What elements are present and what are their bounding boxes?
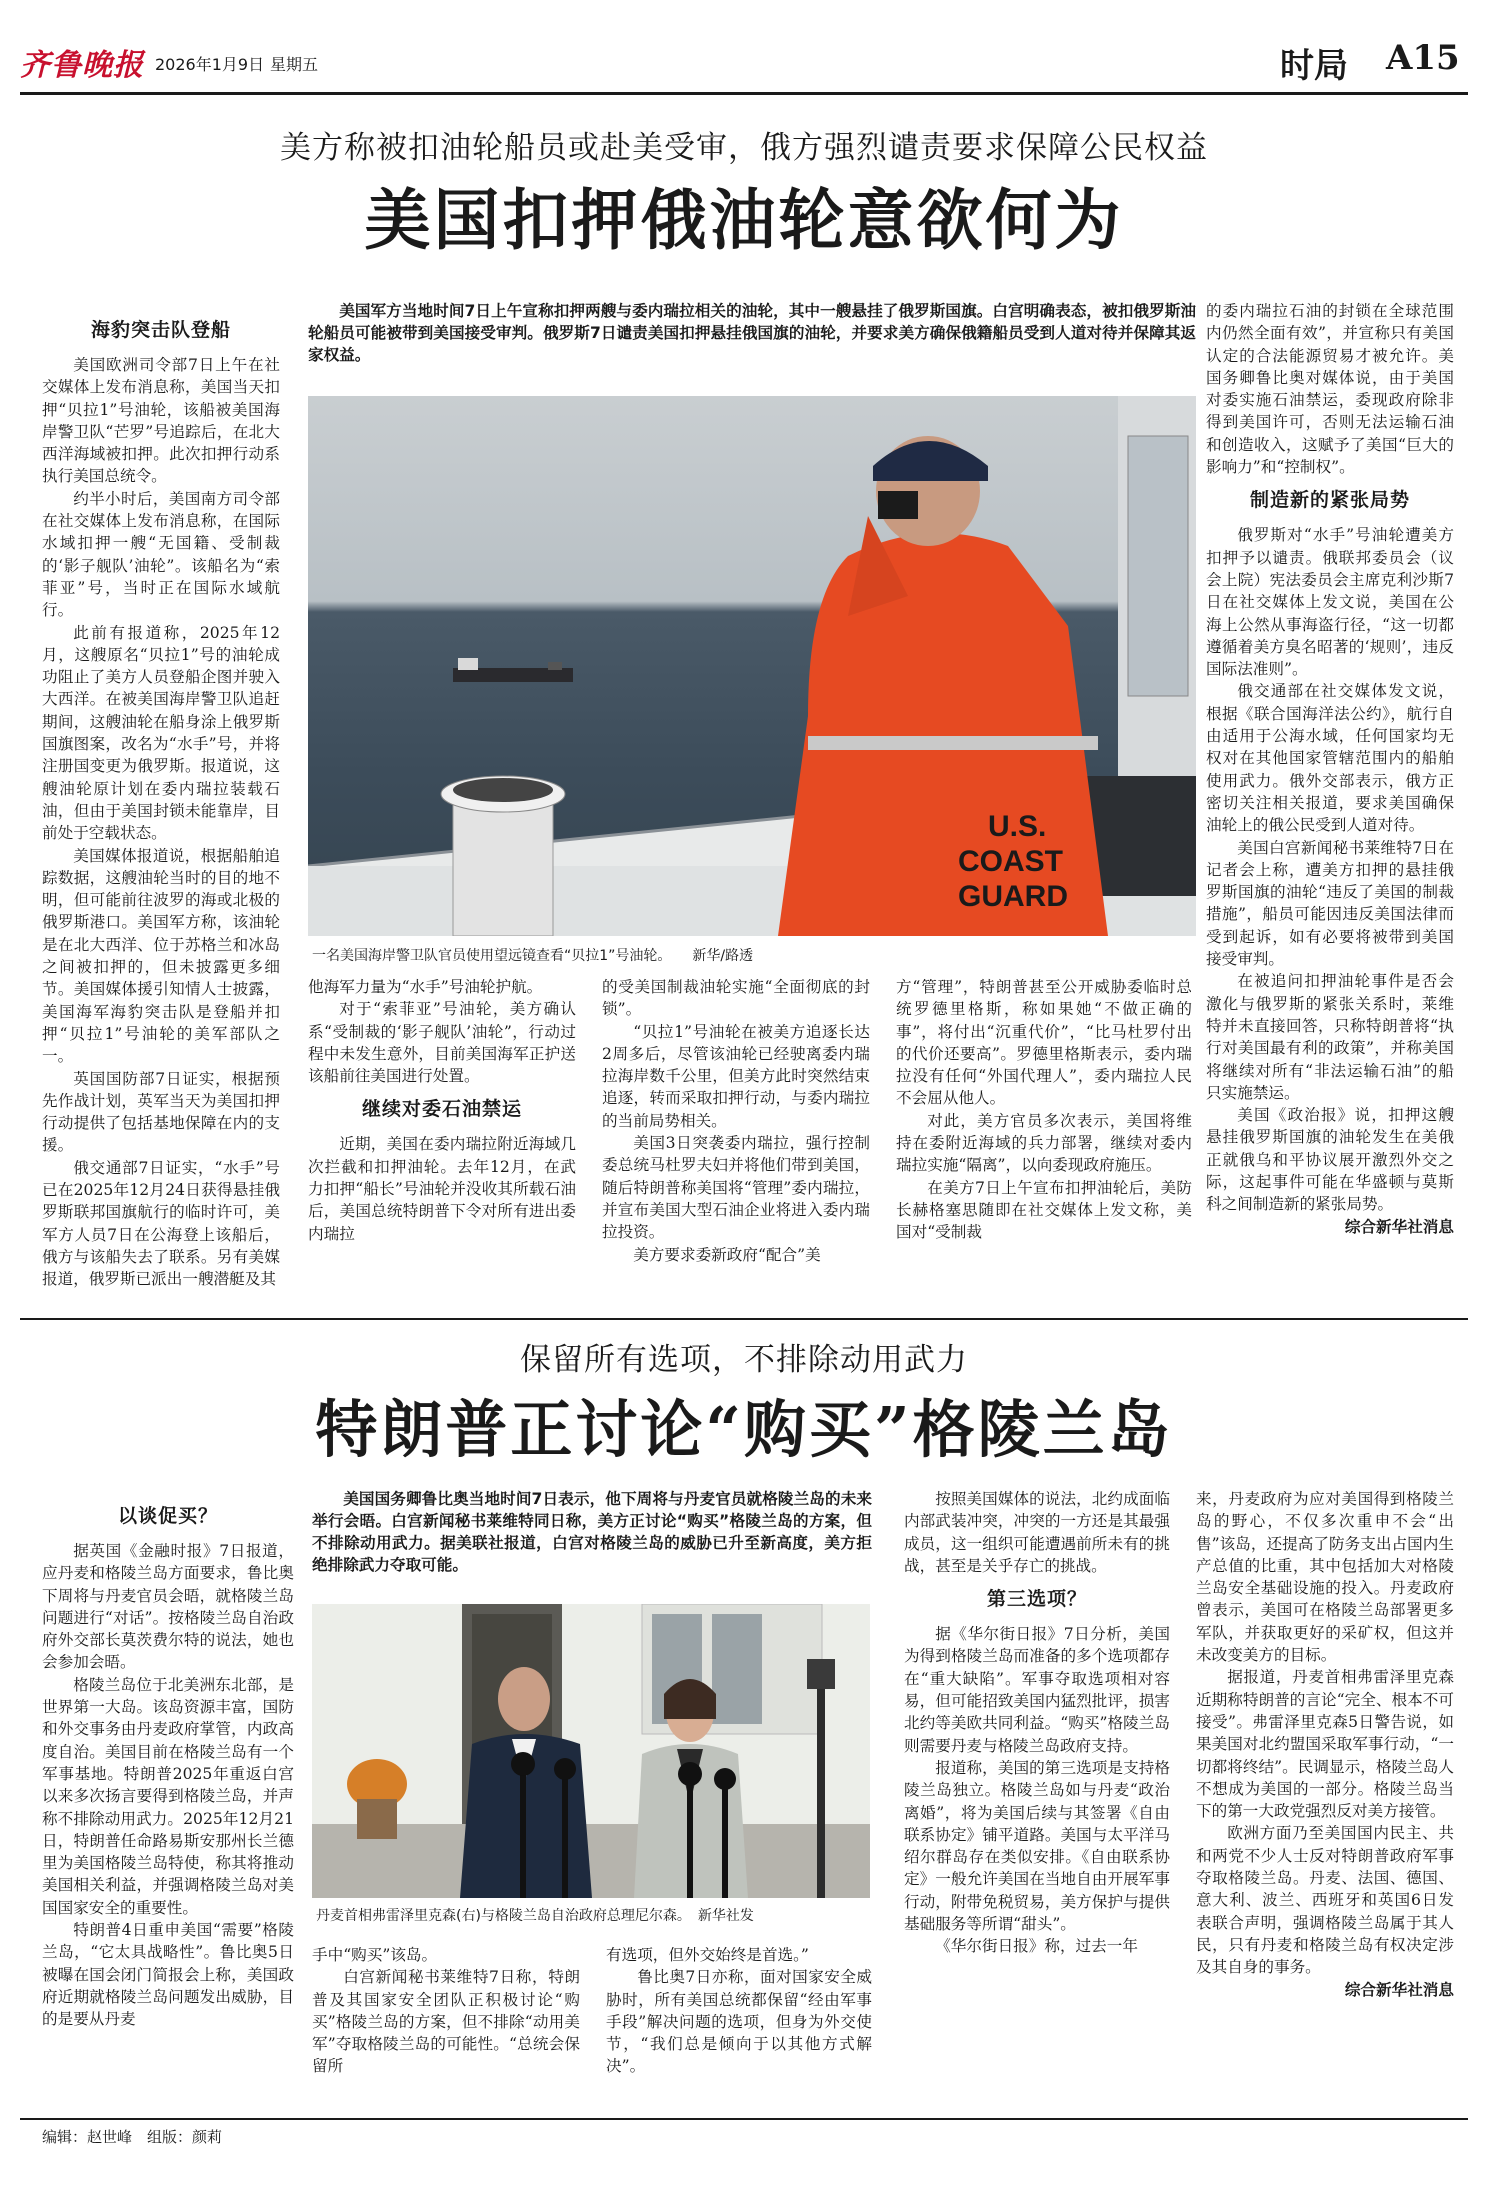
story1-column-4 bbox=[896, 976, 1192, 1306]
story2-column-4 bbox=[904, 1488, 1170, 2104]
coast-guard-jacket-label: U.S. bbox=[988, 810, 1047, 843]
paragraph: 手中“购买”该岛。 bbox=[312, 1946, 438, 1964]
story1-lead-text: 美国军方当地时间7日上午宣称扣押两艘与委内瑞拉相关的油轮，其中一艘悬挂了俄罗斯国旗。白宫明确表态，被扣俄罗斯油轮船员可能被带到美国接受审判。俄罗斯7日谴责美国扣押悬挂俄国旗的油轮，并要求美方确保俄籍船员受到人道对待并保障其返家权益。 bbox=[308, 302, 1196, 364]
paragraph: 格陵兰岛位于北美洲东北部，是世界第一大岛。该岛资源丰富，国防和外交事务由丹麦政府掌管，内政高度自治。美国目前在格陵兰岛有一个军事基地。特朗普2025年重返白宫以来多次扬言要得到格陵兰岛，并声称不排除动用武力。2025年12月21日，特朗普任命路易斯安那州长兰德里为美国格陵兰岛特使，称其将推动美国相关利益，并强调格陵兰岛对美国国家安全的重要性。 bbox=[42, 1675, 294, 1917]
paragraph: 对于“索菲亚”号油轮，美方确认系“受制裁的‘影子舰队’油轮”，行动过程中未发生意外，目前美国海军正护送该船前往美国进行处置。 bbox=[308, 1000, 576, 1086]
story2-column-2 bbox=[312, 1944, 580, 2104]
story1-column-2 bbox=[308, 976, 576, 1306]
footer-rule bbox=[20, 2118, 1468, 2120]
paragraph: 英国国防部7日证实，根据预先作战计划，英军当天为美国扣押行动提供了包括基地保障在内的支援。 bbox=[42, 1069, 280, 1155]
story2-lead bbox=[312, 1488, 872, 1600]
paragraph: 鲁比奥7日亦称，面对国家安全威胁时，所有美国总统都保留“经由军事手段”解决问题的选项，但身为外交使节，“我们总是倾向于以其他方式解决”。 bbox=[606, 1968, 872, 2076]
story1-lead bbox=[308, 300, 1196, 390]
story1-subheadline: 美方称被扣油轮船员或赴美受审，俄方强烈谴责要求保障公民权益 bbox=[280, 130, 1208, 166]
story1-heading-oil-embargo: 继续对委石油禁运 bbox=[361, 1098, 522, 1121]
paragraph: 美国欧洲司令部7日上午在社交媒体上发布消息称，美国当天扣押“贝拉1”号油轮，该船被美国海岸警卫队“芒罗”号追踪后，在北大西洋海域被扣押。此次扣押行动系执行美国总统令。 bbox=[42, 356, 280, 486]
story2-heading-third-option: 第三选项？ bbox=[986, 1588, 1087, 1611]
paragraph: 特朗普4日重申美国“需要”格陵兰岛，“它太具战略性”。鲁比奥5日被曝在国会闭门简报会上称，美国政府近期就格陵兰岛问题发出威胁，目的是要从丹麦 bbox=[42, 1921, 294, 2029]
paragraph: 俄罗斯对“水手”号油轮遭美方扣押予以谴责。俄联邦委员会（议会上院）宪法委员会主席克利沙斯7日在社交媒体上发文说，美国在公海上公然从事海盗行径，“这一切都遵循着美方臭名昭著的‘规则’，违反国际法准则”。 bbox=[1206, 526, 1454, 679]
paragraph: 约半小时后，美国南方司令部在社交媒体上发布消息称，在国际水域扣押一艘“无国籍、受制裁的‘影子舰队’油轮”。该船名为“索菲亚”号，当时正在国际水域航行。 bbox=[42, 489, 280, 620]
paragraph: 来，丹麦政府为应对美国得到格陵兰岛的野心，不仅多次重申不会“出售”该岛，还提高了防务支出占国内生产总值的比重，其中包括加大对格陵兰岛安全基础设施的投入。丹麦政府曾表示，美国可在格陵兰岛部署更多军队，并获取更好的采矿权，但这并未改变美方的目标。 bbox=[1196, 1490, 1454, 1665]
section-name: 时局 bbox=[1280, 46, 1348, 86]
paragraph: 对此，美方官员多次表示，美国将维持在委附近海域的兵力部署，继续对委内瑞拉实施“隔离”，以向委现政府施压。 bbox=[896, 1111, 1192, 1175]
paragraph: 俄交通部7日证实，“水手”号已在2025年12月24日获得悬挂俄罗斯联邦国旗航行的临时许可，美军方人员7日在公海登上该船后，俄方与该船失去了联系。另有美媒报道，俄罗斯已派出一艘潜艇及其 bbox=[42, 1158, 280, 1289]
story2-photo-caption: 丹麦首相弗雷泽里克森(右)与格陵兰岛自治政府总理尼尔森。 新华社发 bbox=[316, 1908, 754, 1924]
paragraph: 他海军力量为“水手”号油轮护航。 bbox=[308, 978, 543, 996]
paragraph: 的委内瑞拉石油的封锁在全球范围内仍然全面有效”，并宣称只有美国认定的合法能源贸易才被允许。美国务卿鲁比奥对媒体说，由于美国对委实施石油禁运，委现政府除非得到美国许可，否则无法运输石油和创造收入，这赋予了美国“巨大的影响力”和“控制权”。 bbox=[1206, 302, 1454, 477]
paragraph: 按照美国媒体的说法，北约成面临内部武装冲突，冲突的一方还是其最强成员，这一组织可能遭遇前所未有的挑战，甚至是关乎存亡的挑战。 bbox=[904, 1490, 1170, 1575]
issue-date: 2026年1月9日 bbox=[155, 55, 265, 74]
story2-subheadline: 保留所有选项，不排除动用武力 bbox=[520, 1342, 968, 1378]
paragraph: 美国3日突袭委内瑞拉，强行控制委总统马杜罗夫妇并将他们带到美国，随后特朗普称美国将“管理”委内瑞拉，并宣布美国大型石油企业将进入委内瑞拉投资。 bbox=[602, 1134, 870, 1242]
paragraph: 报道称，美国的第三选项是支持格陵兰岛独立。格陵兰岛如与丹麦“政治离婚”，将为美国后续与其签署《自由联系协定》铺平道路。美国与太平洋马绍尔群岛存在类似安排。《自由联系协定》一般允许美国在当地自由开展军事行动，附带免税贸易，美方保护与提供基础服务等所谓“甜头”。 bbox=[904, 1758, 1170, 1934]
paragraph: 方“管理”，特朗普甚至公开威胁委临时总统罗德里格斯，称如果她“不做正确的事”，将付出“沉重代价”，“比马杜罗付出的代价还要高”。罗德里格斯表示，委内瑞拉没有任何“外国代理人”，委内瑞拉人民不会屈从他人。 bbox=[896, 978, 1192, 1108]
story1-column-5 bbox=[1206, 300, 1454, 1310]
paragraph: 在被追问扣押油轮事件是否会激化与俄罗斯的紧张关系时，莱维特并未直接回答，只称特朗普将“执行对美国最有利的政策”，并称美国将继续对所有“非法运输石油”的船只实施禁运。 bbox=[1206, 972, 1454, 1102]
paragraph: 美国《政治报》说，扣押这艘悬挂俄罗斯国旗的油轮发生在美俄正就俄乌和平协议展开激烈外交之际，这起事件可能在华盛顿与莫斯科之间制造新的紧张局势。 bbox=[1206, 1106, 1454, 1214]
story1-heading-seal-team: 海豹突击队登船 bbox=[90, 319, 231, 341]
paragraph: 有选项，但外交始终是首选。” bbox=[606, 1946, 809, 1964]
story1-heading-new-tension: 制造新的紧张局势 bbox=[1249, 489, 1410, 512]
paragraph: 美国媒体报道说，根据船舶追踪数据，这艘油轮当时的目的地不明，但可能前往波罗的海或北极的俄罗斯港口。美国军方称，该油轮是在北大西洋、位于苏格兰和冰岛之间被扣押的，但未披露更多细节。美国媒体援引知情人士披露，美国海军海豹突击队是登船并扣押“贝拉1”号油轮的美军部队之一。 bbox=[42, 846, 280, 1066]
story2-lead-text: 美国国务卿鲁比奥当地时间7日表示，他下周将与丹麦官员就格陵兰岛的未来举行会晤。白宫新闻秘书莱维特同日称，美方正讨论“购买”格陵兰岛的方案，但不排除动用武力。据美联社报道，白宫对格陵兰岛的威胁已升至新高度，美方拒绝排除武力夺取可能。 bbox=[312, 1490, 872, 1574]
story-divider bbox=[20, 1318, 1468, 1320]
paragraph: 据《华尔街日报》7日分析，美国为得到格陵兰岛而准备的多个选项都存在“重大缺陷”。军事夺取选项相对容易，但可能招致美国内猛烈批评，损害北约等美欧共同利益。“购买”格陵兰岛则需要丹麦与格陵兰岛政府支持。 bbox=[904, 1625, 1170, 1755]
story1-photo-coast-guard bbox=[308, 396, 1196, 936]
footer-credits: 编辑：赵世峰 组版：颜莉 bbox=[42, 2128, 223, 2146]
masthead-rule bbox=[20, 92, 1468, 95]
story1-signature: 综合新华社消息 bbox=[1344, 1217, 1454, 1236]
story2-column-1 bbox=[42, 1494, 294, 2104]
paragraph: 据报道，丹麦首相弗雷泽里克森近期称特朗普的言论“完全、根本不可接受”。弗雷泽里克森5日警告说，如果美国对北约盟国采取军事行动，“一切都将终结”。民调显示，格陵兰岛人不想成为美国的一部分。格陵兰岛当下的第一大政党强烈反对美方接管。 bbox=[1196, 1668, 1454, 1821]
story2-signature: 综合新华社消息 bbox=[1344, 1980, 1454, 1999]
paragraph: 欧洲方面乃至美国国内民主、共和两党不少人士反对特朗普政府军事夺取格陵兰岛。丹麦、法国、德国、意大利、波兰、西班牙和英国6日发表联合声明，强调格陵兰岛属于其人民，只有丹麦和格陵兰岛有权决定涉及其自身的事务。 bbox=[1196, 1824, 1454, 1977]
story1-column-3 bbox=[602, 976, 870, 1306]
paragraph: 俄交通部在社交媒体发文说，根据《联合国海洋法公约》，航行自由适用于公海水域，任何国家均无权对在其他国家管辖范围内的船舶使用武力。俄外交部表示，俄方正密切关注相关报道，要求美国确保油轮上的俄公民受到人道对待。 bbox=[1206, 682, 1454, 835]
story1-headline: 美国扣押俄油轮意欲何为 bbox=[364, 181, 1124, 259]
paragraph: 在美方7日上午宣布扣押油轮后，美防长赫格塞思随即在社交媒体上发文称，美国对“受制裁 bbox=[896, 1178, 1192, 1242]
story2-heading-talks: 以谈促买？ bbox=[117, 1505, 218, 1527]
page-number: A15 bbox=[1386, 38, 1460, 78]
story1-column-1 bbox=[42, 308, 280, 1308]
paper-name-logo: 齐鲁晚报 bbox=[20, 48, 144, 83]
story2-column-3 bbox=[606, 1944, 872, 2104]
story2-headline: 特朗普正讨论“购买”格陵兰岛 bbox=[315, 1393, 1173, 1466]
paragraph: 据英国《金融时报》7日报道，应丹麦和格陵兰岛方面要求，鲁比奥下周将与丹麦官员会晤，就格陵兰岛问题进行“对话”。按格陵兰岛自治政府外交部长莫茨费尔特的说法，她也会参加会晤。 bbox=[42, 1542, 294, 1672]
leaders-press-scene-image bbox=[312, 1604, 870, 1898]
paragraph: 此前有报道称，2025年12月，这艘原名“贝拉1”号的油轮成功阻止了美方人员登船企图并驶入大西洋。在被美国海岸警卫队追赶期间，这艘油轮在船身涂上俄罗斯国旗图案，改名为“水手”号，并将注册国变更为俄罗斯。报道说，这艘油轮原计划在委内瑞拉装载石油，但由于美国封锁未能靠岸，目前处于空载状态。 bbox=[42, 623, 280, 843]
paragraph: 白宫新闻秘书莱维特7日称，特朗普及其国家安全团队正积极讨论“购买”格陵兰岛的方案，但不排除“动用美军”夺取格陵兰岛的可能性。“总统会保留所 bbox=[312, 1968, 580, 2076]
story1-photo-caption: 一名美国海岸警卫队官员使用望远镜查看“贝拉1”号油轮。 新华/路透 bbox=[312, 948, 754, 964]
issue-weekday: 星期五 bbox=[270, 55, 319, 74]
masthead bbox=[20, 38, 1468, 88]
paragraph: 美方要求委新政府“配合”美 bbox=[633, 1245, 821, 1264]
paragraph: 的受美国制裁油轮实施“全面彻底的封锁”。 bbox=[602, 978, 870, 1019]
svg-text:GUARD: GUARD bbox=[958, 880, 1068, 913]
paragraph: “贝拉1”号油轮在被美方追逐长达2周多后，尽管该油轮已经驶离委内瑞拉海岸数千公里，但美方此时突然结束追逐，转而采取扣押行动，与委内瑞拉的当前局势相关。 bbox=[602, 1022, 870, 1130]
story2-photo-leaders bbox=[312, 1604, 870, 1898]
story2-column-5 bbox=[1196, 1488, 1454, 2104]
paragraph: 美国白宫新闻秘书莱维特7日在记者会上称，遭美方扣押的悬挂俄罗斯国旗的油轮“违反了美国的制裁措施”，船员可能因违反美国法律而受到起诉，如有必要将被带到美国接受审判。 bbox=[1206, 838, 1454, 969]
svg-text:COAST: COAST bbox=[958, 845, 1063, 878]
coast-guard-scene-image bbox=[308, 396, 1196, 936]
paragraph: 《华尔街日报》称，过去一年 bbox=[935, 1937, 1138, 1956]
paragraph: 近期，美国在委内瑞拉附近海域几次拦截和扣押油轮。去年12月，在武力扣押“船长”号油轮并没收其所载石油后，美国总统特朗普下令对所有进出委内瑞拉 bbox=[308, 1135, 576, 1243]
